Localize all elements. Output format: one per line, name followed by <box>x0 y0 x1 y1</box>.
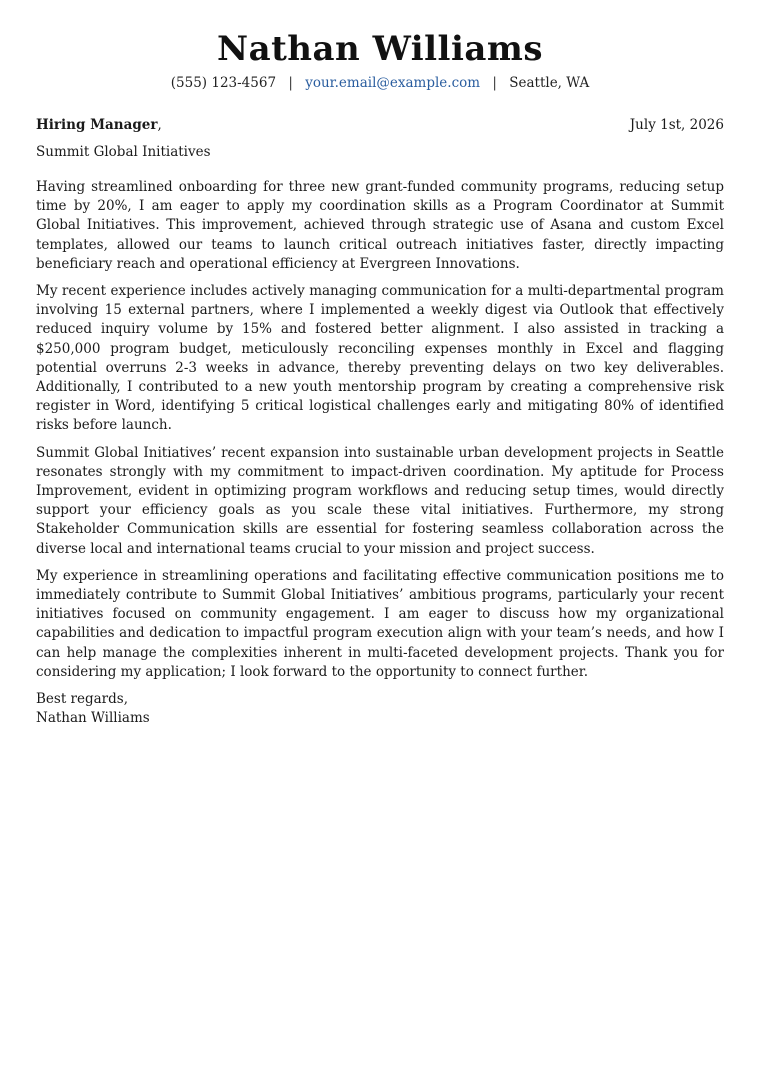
contact-separator: | <box>492 75 497 91</box>
recipient-comma: , <box>157 117 162 133</box>
recipient-line <box>36 116 162 135</box>
email-link[interactable]: your.email@example.com <box>305 75 481 91</box>
body-paragraph: My recent experience includes actively managing communication for a multi-departmental program involving 15 external partners, where I implemented a weekly digest via Outlook that effectively reduced inquiry volume by 15% and fostered better alignment. I also assisted in tracking a $250,000 program budget, meticulously reconciling expenses monthly in Excel and flagging potential overruns 2-3 weeks in advance, thereby preventing delays on two key deliverables. Additionally, I contributed to a new youth mentorship program by creating a comprehensive risk register in Word, identifying 5 critical logistical challenges early and mitigating 80% of identified risks before launch. <box>36 283 724 434</box>
phone-number: (555) 123-4567 <box>170 75 277 91</box>
contact-separator: | <box>288 75 293 91</box>
contact-line <box>36 74 724 92</box>
letter-closing <box>36 690 724 728</box>
letter-body <box>36 178 724 682</box>
letter-date: July 1st, 2026 <box>629 117 724 133</box>
body-paragraph: Having streamlined onboarding for three new grant-funded community programs, reducing setup time by 20%, I am eager to apply my coordination skills as a Program Coordinator at Summit Global Initiatives. This improvement, achieved through strategic use of Asana and custom Excel templates, allowed our teams to launch critical outreach initiatives faster, directly impacting beneficiary reach and operational efficiency at Evergreen Innovations. <box>36 179 724 272</box>
recipient-name: Hiring Manager <box>36 117 158 133</box>
closing-signature: Nathan Williams <box>36 710 150 727</box>
recipient-company: Summit Global Initiatives <box>36 144 211 160</box>
body-paragraph: Summit Global Initiatives’ recent expansion into sustainable urban development projects in Seattle resonates strongly with my commitment to impact-driven coordination. My aptitude for Process Improvement, evident in optimizing program workflows and reducing setup times, would directly support your efficiency goals as you scale these vital initiatives. Furthermore, my strong Stakeholder Communication skills are essential for fostering seamless collaboration across the diverse local and international teams crucial to your mission and project success. <box>36 444 724 557</box>
closing-salutation: Best regards, <box>36 691 129 708</box>
recipient-date-row <box>36 116 724 135</box>
applicant-name: Nathan Williams <box>216 29 544 69</box>
body-paragraph: My experience in streamlining operations and facilitating effective communication positions me to immediately contribute to Summit Global Initiatives’ ambitious programs, particularly your recent initiatives focused on community engagement. I am eager to discuss how my organizational capabilities and dedication to impactful program execution align with your team’s needs, and how I can help manage the complexities inherent in multi-faceted development projects. Thank you for considering my application; I look forward to the opportunity to connect further. <box>36 567 724 680</box>
location: Seattle, WA <box>509 75 590 91</box>
